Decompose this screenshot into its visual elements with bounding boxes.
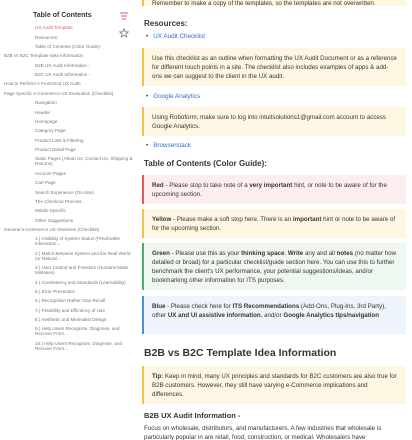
toc-list — [0, 23, 136, 353]
toc-item[interactable]: Navigation — [35, 100, 57, 106]
green-text-3: any and all — [303, 250, 337, 257]
toc-item[interactable]: Homepage — [35, 118, 58, 124]
toc-item[interactable]: Search Experience (On-Site) — [35, 189, 94, 195]
yellow-callout — [142, 209, 406, 238]
green-bold-1: thinking space — [241, 250, 285, 257]
checklist-callout — [142, 48, 406, 86]
toc-item[interactable]: B2B UX Audit Information - — [35, 62, 90, 68]
red-label: Red — [152, 182, 164, 189]
analytics-callout — [142, 107, 406, 136]
tip-callout — [142, 366, 406, 404]
toc-item[interactable]: 2.) Match Between System and the Real World (or Natural... — [35, 250, 131, 261]
yellow-bold: important — [292, 216, 322, 223]
b2b-heading: B2B vs B2C Template Idea Information — [144, 347, 337, 359]
toc-item[interactable]: The Checkout Process — [35, 198, 82, 204]
toc-item[interactable]: General e-Commerce UX Overview (Checklist) — [4, 227, 100, 233]
toc-item[interactable]: Account Pages — [35, 170, 66, 176]
green-callout — [142, 243, 406, 290]
toc-item[interactable]: 9.) Help Users Recognize, Diagnose, and Recover From... — [35, 326, 120, 337]
toc-item[interactable]: B2C UX Audit Information - — [35, 72, 91, 78]
toc-item[interactable]: 10.) Help Users Recognize, Diagnose, and Recover From... — [35, 340, 123, 351]
list-icon[interactable] — [119, 11, 129, 21]
b2b-sub-heading: B2B UX Audit Information - — [144, 411, 241, 420]
green-text: - Please use this as your — [169, 250, 242, 257]
browserstack-link[interactable]: • Browserstack — [146, 142, 191, 149]
toc-item[interactable]: Category Page — [35, 128, 66, 134]
toc-title: Table of Contents — [33, 12, 92, 19]
toc-item[interactable]: Table of Contents (Color Guide): — [35, 43, 101, 49]
red-callout — [142, 175, 406, 204]
tip-text: Keep in mind, many UX principles and standards for B2C customers are also true for B2B customers. However, they still have varying e-Commerce implications and differences. — [152, 373, 397, 398]
blue-callout — [142, 296, 406, 334]
yellow-text-2: hint or note to be aware of for the upcoming section. — [152, 216, 396, 232]
top-note-text: Remember to make a copy of the templates, so the templates are not overwritten. — [152, 0, 376, 7]
analytics-link[interactable]: • Google Analytics — [146, 93, 200, 100]
tip-label: Tip: — [152, 373, 164, 380]
toc-item[interactable]: 3.) User Control and Freedom (Humans Make Mistakes) — [35, 265, 129, 276]
document-main — [140, 0, 408, 440]
toc-item[interactable]: 1.) Visibility of System Status (Predictable Interaction... — [35, 236, 120, 247]
toc-item[interactable]: Static Pages (About Us, Contact Us, Shipping & Returns) — [35, 156, 133, 167]
green-text-2: . — [284, 250, 288, 257]
red-bold: very important — [249, 182, 293, 189]
red-text: - Please stop to take note of a — [163, 182, 250, 189]
toc-item[interactable]: UX Audit Template — [35, 25, 73, 31]
toc-item[interactable]: Product Detail Page — [35, 147, 76, 153]
toc-item[interactable]: 4.) Consistency and Standards (Learnability) — [35, 279, 126, 285]
yellow-label: Yellow — [152, 216, 172, 223]
toc-item[interactable]: Cart Page — [35, 180, 56, 186]
blue-text-2: (Add-Ons, Plug-Ins, 3rd Party), other — [152, 303, 386, 319]
blue-text: - Please check here for — [165, 303, 233, 310]
toc-item[interactable]: Resources: — [35, 34, 59, 40]
toc-item[interactable]: 5.) Error Prevention — [35, 288, 76, 294]
toc-item[interactable]: Page Specific e-Commerce UX Evaluation (Checklist) — [4, 90, 114, 96]
green-text-4: (no matter how detailed or broad) for a particular checklist/guide section here. You can use this to further benchmark the client's UX performance, your potential suggestions/ideas, and/or bookmarking other information for ITS purposes. — [152, 250, 397, 284]
resources-heading: Resources: — [144, 19, 188, 28]
toc-item[interactable]: How to Perform A Front-End UX Audit — [4, 81, 81, 87]
toc-item[interactable]: 6.) Recognition Rather than Recall — [35, 298, 106, 304]
toc-item[interactable]: Other Suggestions — [35, 217, 74, 223]
blue-label: Blue — [152, 303, 166, 310]
toc-item[interactable]: 7.) Flexibility and Efficiency of Use — [35, 307, 105, 313]
blue-text-3: , and/or — [260, 312, 284, 319]
b2b-paragraph: Focus on wholesale, distributors, and manufacturers. A few industries that wholesale is particularly popular in are retail, food, construction, or medical. Wholesalers have — [144, 425, 382, 440]
toc-item[interactable]: Header — [35, 109, 51, 115]
green-label: Green — [152, 250, 170, 257]
toc-sidebar — [0, 0, 136, 440]
blue-bold-2: UX and UI assistive information — [167, 312, 261, 319]
toc-item[interactable]: 8.) Aesthetic and Minimalist Design — [35, 317, 107, 323]
yellow-text: - Please make a soft stop here. There is an — [171, 216, 293, 223]
red-text-2: hint, or note to be aware of for the upcoming section. — [152, 182, 387, 198]
blue-bold-1: ITS Recommendations — [232, 303, 300, 310]
blue-bold-3: Google Analytics tips/navigation — [283, 312, 380, 319]
green-bold-2: Write — [287, 250, 304, 257]
top-note-callout — [142, 0, 406, 6]
toc-item[interactable]: Mobile Specific — [35, 208, 66, 214]
green-bold-3: notes — [336, 250, 354, 257]
toc-item[interactable]: B2B vs B2C Template Idea Information — [4, 53, 84, 59]
toc-color-heading: Table of Contents (Color Guide): — [144, 159, 267, 168]
toc-item[interactable]: Product Lists & Filtering — [35, 137, 84, 143]
analytics-callout-text: Using Roboform, make sure to log into intuitsolutions1@gmail.com account to access Google Analytics. — [152, 114, 386, 130]
checklist-link[interactable]: • UX Audit Checklist — [146, 33, 205, 40]
checklist-callout-text: Use this checklist as an outline when formatting the UX Audit Document or as a reference for different touch points in a site. The checklist also includes examples of apps & add-ons we can suggest to the client in the UX audit. — [152, 55, 397, 80]
